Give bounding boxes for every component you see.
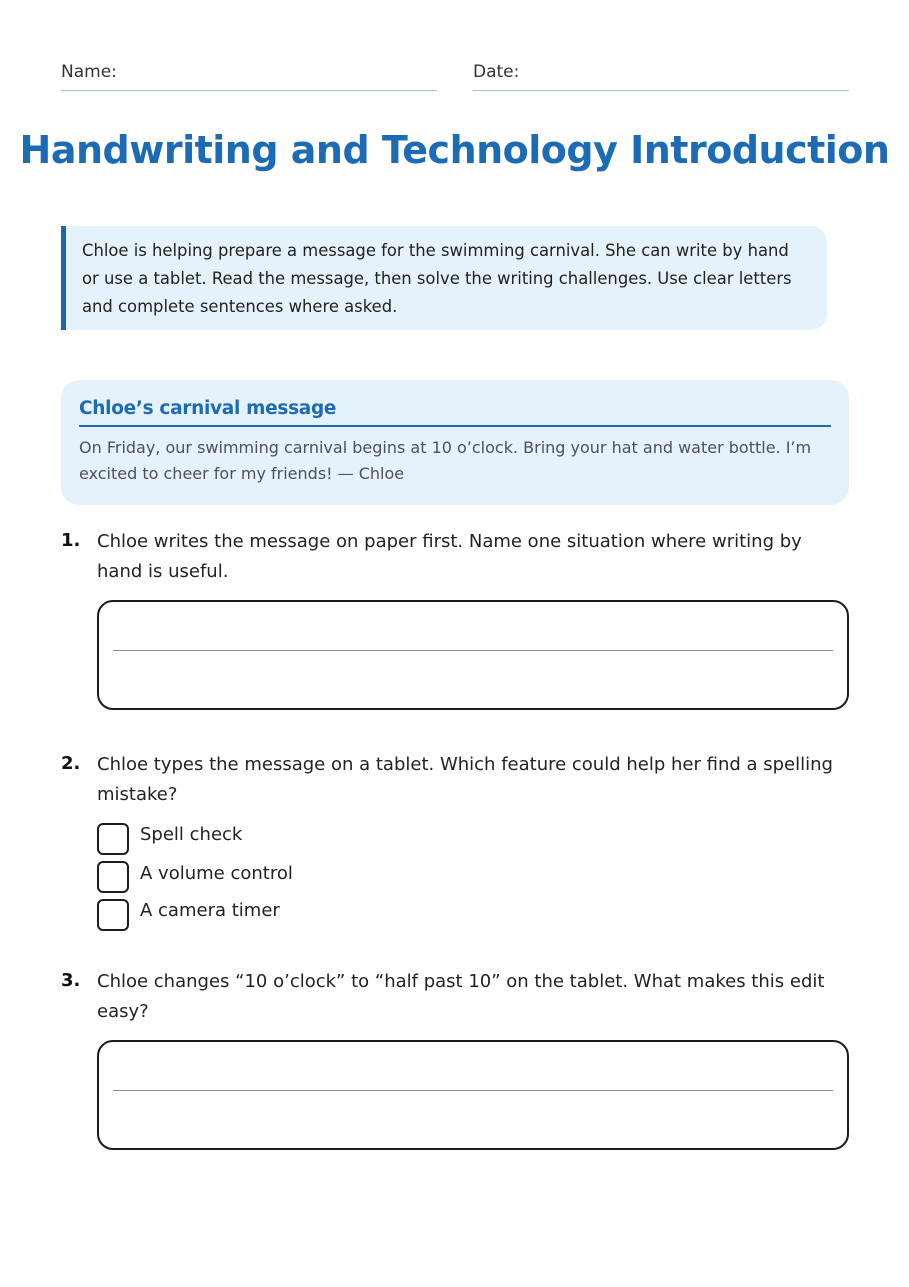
- message-panel: [61, 380, 849, 505]
- question-3-text: Chloe changes “10 o’clock” to “half past 10” on the tablet. What makes this edit easy?: [97, 971, 825, 1022]
- option-label-volume-control: A volume control: [140, 863, 293, 884]
- message-title: Chloe’s carnival message: [79, 398, 831, 427]
- question-3-answer-box[interactable]: [97, 1040, 849, 1150]
- name-label: Name:: [61, 62, 117, 82]
- question-2-number: 2.: [61, 753, 81, 774]
- date-line[interactable]: [473, 90, 849, 91]
- question-1-text: Chloe writes the message on paper first. Name one situation where writing by hand is useful.: [97, 531, 802, 582]
- option-checkbox-camera-timer[interactable]: [97, 899, 129, 931]
- worksheet-title: Handwriting and Technology Introduction: [19, 128, 890, 172]
- option-label-spell-check: Spell check: [140, 824, 243, 845]
- intro-panel: Chloe is helping prepare a message for the swimming carnival. She can write by hand or use a tablet. Read the message, then solve the writing challenges. Use clear letters and complete sentences where asked.: [61, 226, 827, 330]
- question-1-answer-box[interactable]: [97, 600, 849, 710]
- name-line[interactable]: [61, 90, 437, 91]
- question-1-number: 1.: [61, 530, 81, 551]
- option-checkbox-spell-check[interactable]: [97, 823, 129, 855]
- answer-line: [113, 1090, 833, 1091]
- answer-line: [113, 650, 833, 651]
- date-label: Date:: [473, 62, 520, 82]
- question-2-text: Chloe types the message on a tablet. Which feature could help her find a spelling mistake?: [97, 754, 833, 805]
- question-3-number: 3.: [61, 970, 81, 991]
- option-label-camera-timer: A camera timer: [140, 900, 280, 921]
- option-checkbox-volume-control[interactable]: [97, 861, 129, 893]
- message-body: On Friday, our swimming carnival begins at 10 o’clock. Bring your hat and water bottle. I’m excited to cheer for my friends! — Chloe: [79, 438, 812, 483]
